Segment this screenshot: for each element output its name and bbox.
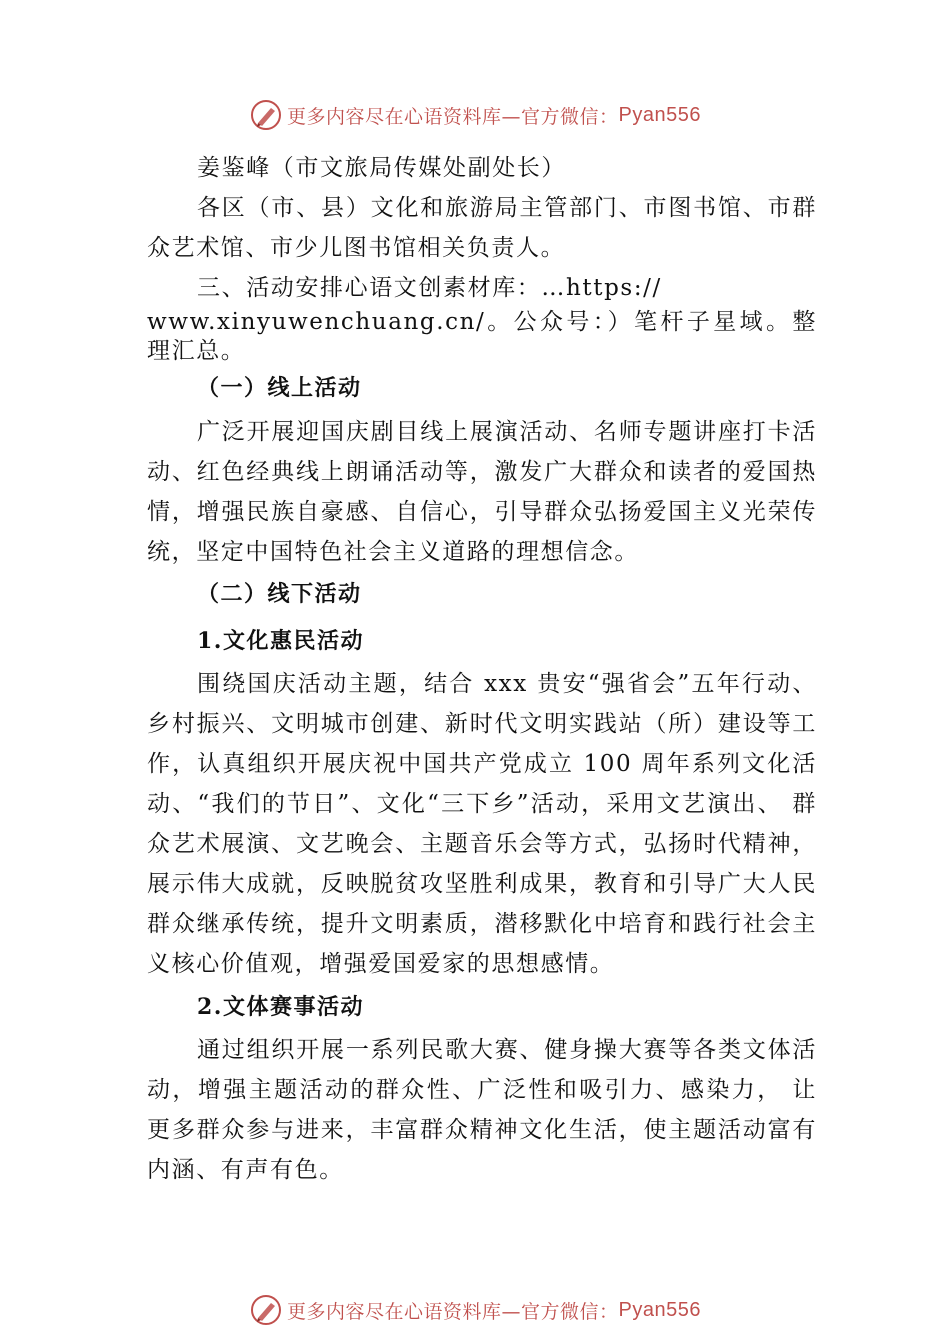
- watermark-header: [0, 98, 950, 132]
- paragraph: 各区（市、县）文化和旅游局主管部门、市图书馆、市群众艺术馆、市少儿图书馆相关负责人。: [147, 195, 817, 261]
- section-3-url-line: www.xinyuwenchuang.cn/。公众号：）笔杆子星域。整理汇总。: [147, 309, 817, 364]
- watermark-footer: [0, 1293, 950, 1327]
- paragraph: 通过组织开展一系列民歌大赛、健身操大赛等各类文体活动，增强主题活动的群众性、广泛性和吸引力、感染力， 让更多群众参与进来，丰富群众精神文化生活，使主题活动富有内涵、有声有色。: [147, 1037, 817, 1183]
- heading-online: （一）线上活动: [197, 376, 362, 401]
- watermark-text: 更多内容尽在心语资料库—官方微信：: [287, 105, 619, 128]
- paragraph: 广泛开展迎国庆剧目线上展演活动、名师专题讲座打卡活动、红色经典线上朗诵活动等，激发广大群众和读者的爱国热情，增强民族自豪感、自信心，引导群众弘扬爱国主义光荣传统，坚定中国特色社会主义道路的理想信念。: [147, 419, 817, 565]
- document-body: [147, 148, 817, 1190]
- paragraph: 姜鉴峰（市文旅局传媒处副处长）: [197, 155, 566, 181]
- heading-offline: （二）线下活动: [197, 582, 362, 607]
- heading-sports: 2.文体赛事活动: [197, 994, 364, 1020]
- pen-logo-icon: [249, 1293, 283, 1327]
- pen-logo-icon: [249, 98, 283, 132]
- watermark-wechat-id: Pyan556: [618, 103, 701, 126]
- watermark-text: 更多内容尽在心语资料库—官方微信：: [287, 1300, 619, 1323]
- watermark-wechat-id: Pyan556: [618, 1298, 701, 1321]
- paragraph: 围绕国庆活动主题，结合 xxx 贵安“强省会”五年行动、乡村振兴、文明城市创建、新时代文明实践站（所）建设等工作，认真组织开展庆祝中国共产党成立 100 周年系列文化活动、“我们的节日”、文化“三下乡”活动，采用文艺演出、 群众艺术展演、文艺晚会、主题音乐会等方式，弘扬时代精神，展示伟大成就，反映脱贫攻坚胜利成果，教育和引导广大人民群众继承传统，提升文明素质，潜移默化中培育和践行社会主义核心价值观，增强爱国爱家的思想感情。: [147, 671, 817, 977]
- section-3-line: 三、活动安排心语文创素材库：…https://: [197, 275, 662, 301]
- heading-culture: 1.文化惠民活动: [197, 628, 364, 654]
